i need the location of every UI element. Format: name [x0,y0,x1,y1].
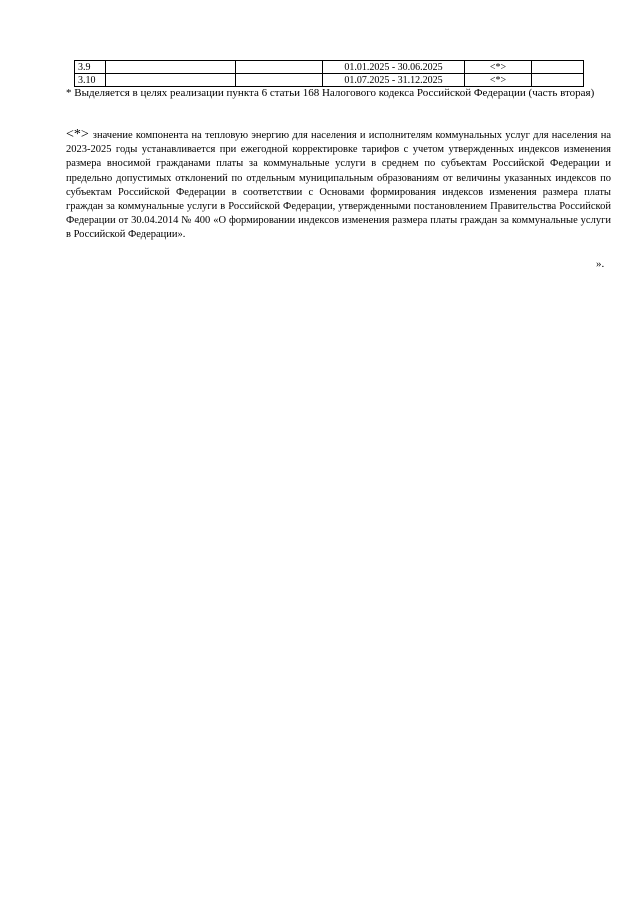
empty-cell [106,74,236,87]
empty-cell [532,61,584,74]
value-cell: <*> [465,74,532,87]
vat-footnote: * Выделяется в целях реализации пункта 6 статьи 168 Налогового кодекса Российской Федерации (часть вторая) [66,87,595,99]
period-cell: 01.07.2025 - 31.12.2025 [323,74,465,87]
closing-quote: ». [596,258,605,270]
row-number-cell: 3.9 [75,61,106,74]
period-cell: 01.01.2025 - 30.06.2025 [323,61,465,74]
table-row [75,61,584,74]
empty-cell [236,61,323,74]
tariff-table [74,60,584,87]
table-row [75,74,584,87]
footnote-marker: <*> [66,127,89,142]
row-number-cell: 3.10 [75,74,106,87]
empty-cell [106,61,236,74]
empty-cell [532,74,584,87]
empty-cell [236,74,323,87]
footnote-text: значение компонента на тепловую энергию для населения и исполнителям коммунальных услуг для населения на 2023-2025 годы устанавливается при ежегодной корректировке тарифов с учетом утвержденных индексов изменения размера вносимой гражданами платы за коммунальные услуги в среднем по субъектам Российской Федерации и предельно допустимых отклонений по отдельным муниципальным образованиям от величины указанных индексов по субъектам Российской Федерации в соответствии с Основами формирования индексов изменения размера платы граждан за коммунальные услуги в Российской Федерации, утвержденными постановлением Правительства Российской Федерации от 30.04.2014 № 400 «О формировании индексов изменения размера платы граждан за коммунальные услуги в Российской Федерации». [66,130,611,241]
value-cell: <*> [465,61,532,74]
asterisk-footnote [66,128,611,243]
